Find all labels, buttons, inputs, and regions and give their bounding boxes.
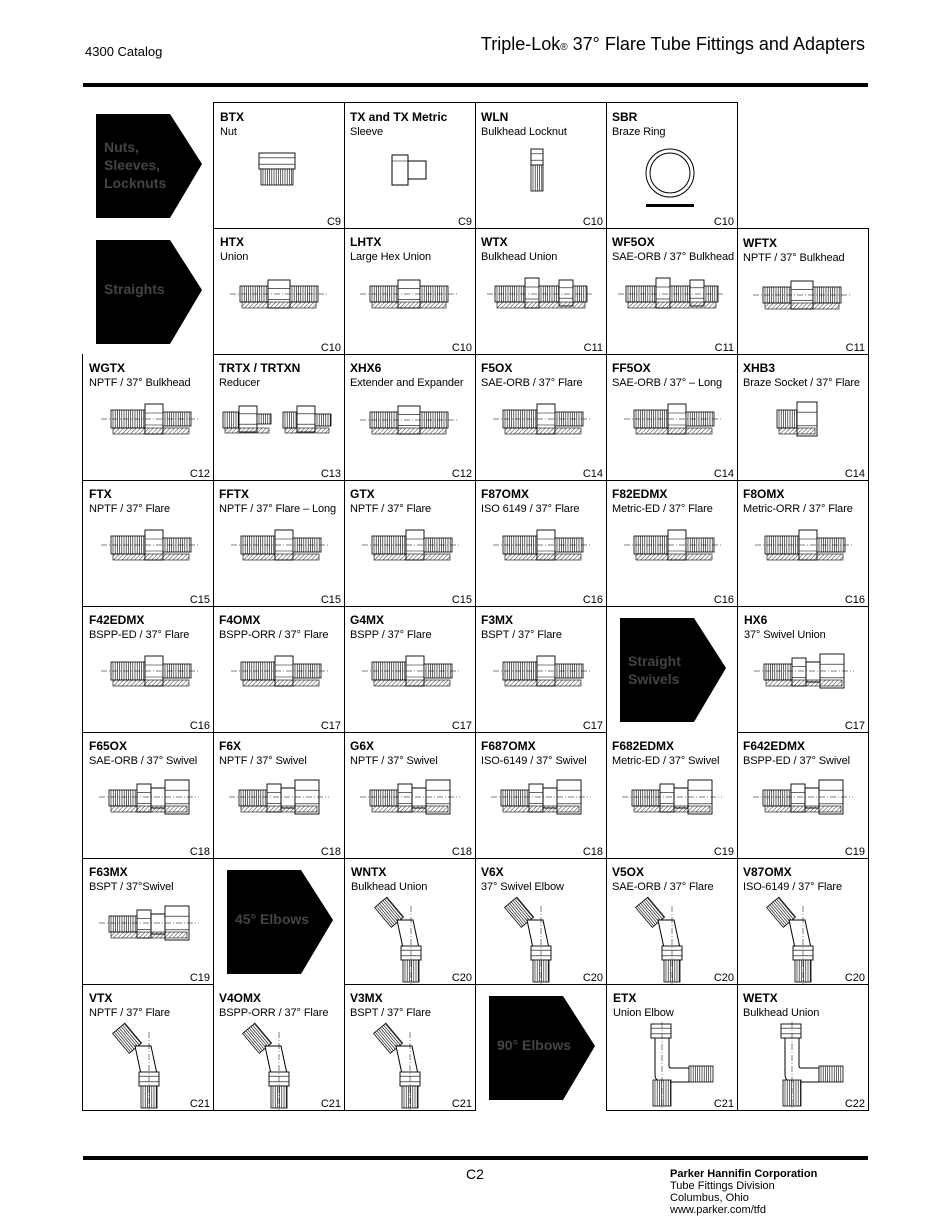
fitting-code: F6X <box>219 739 242 753</box>
fitting-description: BSPP / 37° Flare <box>350 629 432 641</box>
header-rule <box>83 83 868 87</box>
category-label: Straights <box>104 281 165 297</box>
fitting-code: F682EDMX <box>612 739 675 753</box>
page-reference[interactable]: C21 <box>320 1098 341 1110</box>
fitting-code: G6X <box>350 739 375 753</box>
page-title <box>481 34 865 55</box>
fitting-cell-xhb3[interactable] <box>737 354 869 481</box>
fitting-code: F82EDMX <box>612 487 668 501</box>
fitting-description: ISO-6149 / 37° Swivel <box>481 755 587 767</box>
fitting-description: BSPT / 37°Swivel <box>89 881 174 893</box>
fitting-code: V87OMX <box>743 865 792 879</box>
fitting-description: NPTF / 37° Flare – Long <box>219 503 337 515</box>
page-reference[interactable]: C12 <box>451 468 472 480</box>
fitting-code: FFTX <box>219 487 249 501</box>
fitting-description: BSPP-ORR / 37° Flare <box>219 629 329 641</box>
fitting-description: NPTF / 37° Flare <box>89 503 171 515</box>
fitting-code: ETX <box>613 991 637 1005</box>
page-reference[interactable]: C10 <box>320 342 341 354</box>
fitting-description: Large Hex Union <box>350 251 432 263</box>
fitting-cell-v87omx[interactable] <box>737 858 869 985</box>
fitting-description: NPTF / 37° Bulkhead <box>743 252 845 264</box>
fitting-description: 37° Swivel Elbow <box>481 881 564 893</box>
fitting-code: WNTX <box>351 865 387 879</box>
fitting-description: BSPT / 37° Flare <box>350 1007 431 1019</box>
fitting-code: F8OMX <box>743 487 785 501</box>
page-reference[interactable]: C16 <box>713 594 734 606</box>
page-reference[interactable]: C15 <box>320 594 341 606</box>
page-reference[interactable]: C20 <box>844 972 865 984</box>
fitting-cell-v5ox[interactable] <box>606 858 738 985</box>
page-reference[interactable]: C21 <box>451 1098 472 1110</box>
page-reference[interactable]: C13 <box>320 468 341 480</box>
page-reference[interactable]: C22 <box>844 1098 865 1110</box>
fitting-code: V5OX <box>612 865 645 879</box>
fitting-description: Reducer <box>219 377 260 389</box>
fitting-cell-wf5ox[interactable] <box>606 228 738 355</box>
fitting-description: NPTF / 37° Flare <box>89 1007 171 1019</box>
fitting-cell-wln[interactable] <box>475 102 607 229</box>
fitting-cell-f87omx[interactable] <box>475 480 607 607</box>
page-reference[interactable]: C14 <box>844 468 865 480</box>
fitting-cell-wetx[interactable] <box>737 984 869 1111</box>
fitting-code: GTX <box>350 487 375 501</box>
catalog-label: 4300 Catalog <box>85 44 163 59</box>
fittings-grid <box>82 102 868 1108</box>
fitting-cell-xhx6[interactable] <box>344 354 476 481</box>
fitting-description: NPTF / 37° Swivel <box>350 755 438 767</box>
page-reference[interactable]: C18 <box>320 846 341 858</box>
fitting-description: Braze Socket / 37° Flare <box>743 377 860 389</box>
fitting-description: Sleeve <box>350 126 384 138</box>
fitting-cell-wftx[interactable] <box>737 228 869 355</box>
fitting-cell-f5ox[interactable] <box>475 354 607 481</box>
fitting-description: Union <box>220 251 249 263</box>
page-reference[interactable]: C20 <box>451 972 472 984</box>
fitting-description: BSPP-ED / 37° Swivel <box>743 755 850 767</box>
fitting-description: Bulkhead Union <box>351 881 428 893</box>
fitting-code: VTX <box>89 991 113 1005</box>
fitting-cell-f3mx[interactable] <box>475 606 607 733</box>
fitting-code: SBR <box>612 110 638 124</box>
category-label: 90° Elbows <box>497 1037 572 1053</box>
fitting-code: F63MX <box>89 865 128 879</box>
fitting-cell-f6x[interactable] <box>213 732 345 859</box>
fitting-description: SAE-ORB / 37° Flare <box>612 881 714 893</box>
page-reference[interactable]: C11 <box>845 342 865 354</box>
fitting-cell-v4omx[interactable] <box>213 984 345 1111</box>
page-reference[interactable]: C9 <box>457 216 472 228</box>
fitting-description: SAE-ORB / 37° Flare <box>481 377 583 389</box>
fitting-code: WFTX <box>743 236 777 250</box>
fitting-description: Bulkhead Union <box>743 1007 820 1019</box>
fitting-cell-g6x[interactable] <box>344 732 476 859</box>
fitting-cell-f63mx[interactable] <box>82 858 214 985</box>
fitting-cell-f42edmx[interactable] <box>82 606 214 733</box>
fitting-code: F642EDMX <box>743 739 806 753</box>
fitting-cell-lhtx[interactable] <box>344 228 476 355</box>
page-reference[interactable]: C15 <box>451 594 472 606</box>
fitting-cell-g4mx[interactable] <box>344 606 476 733</box>
page-reference[interactable]: C14 <box>713 468 734 480</box>
fitting-description: SAE-ORB / 37° – Long <box>612 377 723 389</box>
fitting-cell-f8omx[interactable] <box>737 480 869 607</box>
page-reference[interactable]: C18 <box>189 846 210 858</box>
fitting-cell-tx-and-tx-metric[interactable] <box>344 102 476 229</box>
category-label: Straight Swivels <box>628 653 681 687</box>
fitting-cell-ftx[interactable] <box>82 480 214 607</box>
company-block <box>670 1168 817 1216</box>
fitting-cell-btx[interactable] <box>213 102 345 229</box>
page-reference[interactable]: C19 <box>844 846 865 858</box>
fitting-description: NPTF / 37° Flare <box>350 503 432 515</box>
fitting-code: LHTX <box>350 235 382 249</box>
fitting-cell-trtx-trtxn[interactable] <box>213 354 345 481</box>
page-reference[interactable]: C16 <box>844 594 865 606</box>
fitting-cell-f642edmx[interactable] <box>737 732 869 859</box>
fitting-description: SAE-ORB / 37° Swivel <box>89 755 198 767</box>
page-reference[interactable]: C14 <box>582 468 603 480</box>
fitting-cell-sbr[interactable] <box>606 102 738 229</box>
fitting-cell-ff5ox[interactable] <box>606 354 738 481</box>
fitting-code: F87OMX <box>481 487 530 501</box>
fitting-cell-f65ox[interactable] <box>82 732 214 859</box>
page-reference[interactable]: C19 <box>713 846 734 858</box>
fitting-description: 37° Swivel Union <box>744 629 826 641</box>
page-number: C2 <box>466 1166 484 1182</box>
fitting-cell-wgtx[interactable] <box>82 354 214 481</box>
fitting-code: HX6 <box>744 613 768 627</box>
fitting-cell-f4omx[interactable] <box>213 606 345 733</box>
fitting-description: Bulkhead Locknut <box>481 126 567 138</box>
page-reference[interactable]: C10 <box>582 216 603 228</box>
fitting-description: Metric-ED / 37° Swivel <box>612 755 720 767</box>
fitting-cell-wntx[interactable] <box>344 858 476 985</box>
fitting-description: Bulkhead Union <box>481 251 558 263</box>
page-reference[interactable]: C9 <box>326 216 341 228</box>
category-straight-swivels <box>606 606 737 732</box>
title-rest: 37° Flare Tube Fittings and Adapters <box>567 34 865 54</box>
fitting-description: Extender and Expander <box>350 377 464 389</box>
fitting-code: F5OX <box>481 361 513 375</box>
fitting-description: BSPP-ED / 37° Flare <box>89 629 190 641</box>
fitting-code: F42EDMX <box>89 613 145 627</box>
category-90-elbows <box>475 984 606 1110</box>
fitting-code: XHB3 <box>743 361 776 375</box>
fitting-code: F4OMX <box>219 613 261 627</box>
fitting-code: G4MX <box>350 613 385 627</box>
fitting-code: V4OMX <box>219 991 262 1005</box>
fitting-description: Metric-ED / 37° Flare <box>612 503 713 515</box>
page-reference[interactable]: C11 <box>583 342 603 354</box>
fitting-code: WTX <box>481 235 508 249</box>
page-reference[interactable]: C17 <box>451 720 472 732</box>
fitting-cell-etx[interactable] <box>606 984 738 1111</box>
fitting-description: Metric-ORR / 37° Flare <box>743 503 853 515</box>
fitting-cell-f687omx[interactable] <box>475 732 607 859</box>
fitting-code: F65OX <box>89 739 128 753</box>
fitting-description: Nut <box>220 126 237 138</box>
fitting-cell-f82edmx[interactable] <box>606 480 738 607</box>
fitting-code: F3MX <box>481 613 514 627</box>
title-registered-mark: ® <box>560 42 568 53</box>
fitting-code: V3MX <box>350 991 383 1005</box>
category-45-elbows <box>213 858 344 984</box>
page-reference[interactable]: C21 <box>713 1098 734 1110</box>
page-reference[interactable]: C18 <box>582 846 603 858</box>
page-reference[interactable]: C11 <box>714 342 734 354</box>
page-reference[interactable]: C20 <box>713 972 734 984</box>
fitting-cell-fftx[interactable] <box>213 480 345 607</box>
fitting-cell-v3mx[interactable] <box>344 984 476 1111</box>
fitting-code: V6X <box>481 865 504 879</box>
fitting-code: WLN <box>481 110 509 124</box>
fitting-cell-htx[interactable] <box>213 228 345 355</box>
page-reference[interactable]: C17 <box>582 720 603 732</box>
page-reference[interactable]: C10 <box>713 216 734 228</box>
fitting-description: ISO-6149 / 37° Flare <box>743 881 843 893</box>
page-reference[interactable]: C16 <box>582 594 603 606</box>
fitting-description: ISO 6149 / 37° Flare <box>481 503 580 515</box>
fitting-code: TX and TX Metric <box>350 110 448 124</box>
fitting-description: SAE-ORB / 37° Bulkhead <box>612 251 735 263</box>
fitting-code: FF5OX <box>612 361 651 375</box>
fitting-description: Braze Ring <box>612 126 666 138</box>
page-reference[interactable]: C17 <box>320 720 341 732</box>
page-reference[interactable]: C19 <box>189 972 210 984</box>
category-label: Nuts, Sleeves, Locknuts <box>104 139 167 191</box>
fitting-code: HTX <box>220 235 244 249</box>
category-nuts-sleeves-locknuts <box>82 102 213 228</box>
category-straights <box>82 228 213 354</box>
fitting-code: WGTX <box>89 361 125 375</box>
division-name: Tube Fittings Division <box>670 1180 775 1192</box>
page-reference[interactable]: C21 <box>189 1098 210 1110</box>
company-city: Columbus, Ohio <box>670 1192 749 1204</box>
page-reference[interactable]: C12 <box>189 468 210 480</box>
fitting-description: BSPP-ORR / 37° Flare <box>219 1007 329 1019</box>
page-reference[interactable]: C16 <box>189 720 210 732</box>
fitting-description: BSPT / 37° Flare <box>481 629 562 641</box>
fitting-cell-hx6[interactable] <box>737 606 869 733</box>
title-main: Triple-Lok <box>480 34 561 54</box>
fitting-code: WF5OX <box>612 235 655 249</box>
company-url[interactable]: www.parker.com/tfd <box>670 1204 766 1216</box>
page-reference[interactable]: C10 <box>451 342 472 354</box>
fitting-cell-gtx[interactable] <box>344 480 476 607</box>
fitting-code: F687OMX <box>481 739 536 753</box>
page-reference[interactable]: C17 <box>844 720 865 732</box>
fitting-cell-wtx[interactable] <box>475 228 607 355</box>
fitting-code: FTX <box>89 487 112 501</box>
fitting-code: WETX <box>743 991 778 1005</box>
fitting-cell-f682edmx[interactable] <box>606 732 738 859</box>
fitting-code: BTX <box>220 110 244 124</box>
fitting-description: NPTF / 37° Bulkhead <box>89 377 191 389</box>
category-label: 45° Elbows <box>235 911 310 927</box>
company-name: Parker Hannifin Corporation <box>670 1168 818 1180</box>
fitting-cell-vtx[interactable] <box>82 984 214 1111</box>
page-reference[interactable]: C18 <box>451 846 472 858</box>
page-reference[interactable]: C15 <box>189 594 210 606</box>
page-reference[interactable]: C20 <box>582 972 603 984</box>
fitting-description: NPTF / 37° Swivel <box>219 755 307 767</box>
fitting-cell-v6x[interactable] <box>475 858 607 985</box>
fitting-code: TRTX / TRTXN <box>219 361 301 375</box>
footer-rule <box>83 1156 868 1160</box>
fitting-code: XHX6 <box>350 361 382 375</box>
fitting-description: Union Elbow <box>613 1007 674 1019</box>
